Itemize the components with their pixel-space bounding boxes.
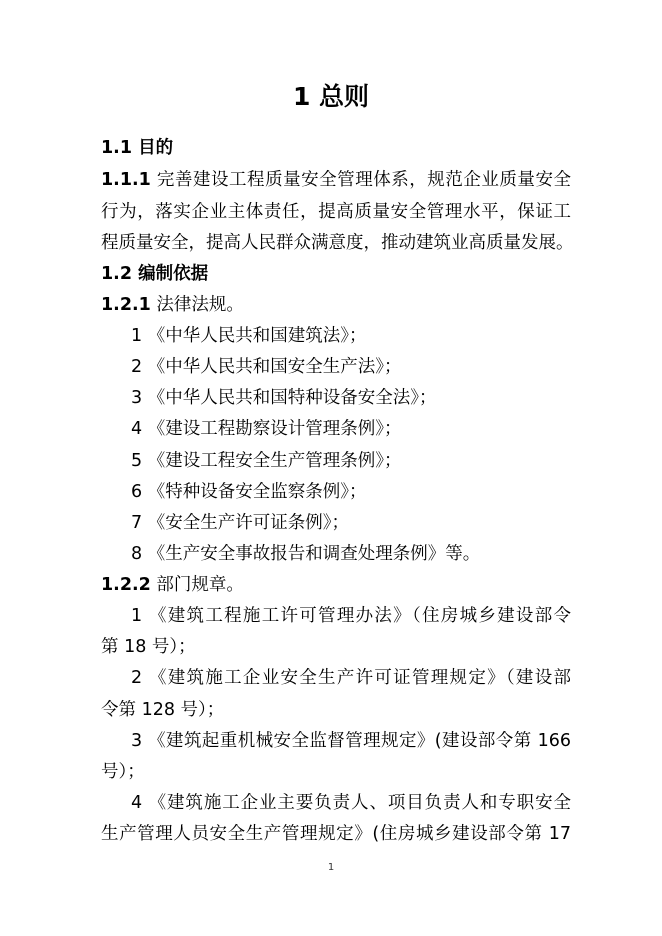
law-item: 7 《安全生产许可证条例》；	[131, 513, 349, 533]
clause-number: 1.2.1	[101, 295, 151, 315]
rule-item-2-line-1: 2 《建筑施工企业安全生产许可证管理规定》（建设部	[131, 668, 571, 688]
paragraph-1-1-1-line-3: 程质量安全，提高人民群众满意度，推动建筑业高质量发展。	[101, 233, 574, 253]
rule-item-3-line-2: 号）；	[101, 762, 145, 782]
rule-item-4-line-2: 生产管理人员安全生产管理规定》(住房城乡建设部令第 17	[101, 824, 571, 844]
clause-text: 完善建设工程质量安全管理体系，规范企业质量安全	[156, 170, 571, 190]
rule-item-1-line-2: 第 18 号）；	[101, 637, 196, 657]
law-item: 1 《中华人民共和国建筑法》；	[131, 326, 367, 346]
paragraph-1-1-1-line-1	[101, 167, 571, 193]
rule-item-3-line-1: 3 《建筑起重机械安全监督管理规定》(建设部令第 166	[131, 731, 571, 751]
clause-number: 1.1.1	[101, 170, 151, 190]
section-heading-1-1: 1.1 目的	[101, 138, 174, 158]
law-item: 4 《建设工程勘察设计管理条例》；	[131, 419, 402, 439]
section-heading-1-2: 1.2 编制依据	[101, 264, 209, 284]
law-item: 5 《建设工程安全生产管理条例》；	[131, 451, 402, 471]
rule-item-1-line-1: 1 《建筑工程施工许可管理办法》（住房城乡建设部令	[131, 606, 571, 626]
clause-number: 1.2.2	[101, 575, 151, 595]
clause-text: 部门规章。	[156, 575, 244, 595]
page-number: 1	[327, 862, 335, 873]
clause-text: 法律法规。	[156, 295, 244, 315]
paragraph-1-2-2	[101, 572, 571, 598]
rule-item-4-line-1: 4 《建筑施工企业主要负责人、项目负责人和专职安全	[131, 793, 571, 813]
law-item: 6 《特种设备安全监察条例》；	[131, 482, 367, 502]
law-item: 8 《生产安全事故报告和调查处理条例》等。	[131, 544, 481, 564]
law-item: 3 《中华人民共和国特种设备安全法》；	[131, 388, 437, 408]
paragraph-1-1-1-line-2: 行为，落实企业主体责任，提高质量安全管理水平，保证工	[101, 202, 571, 222]
rule-item-2-line-2: 令第 128 号）；	[101, 700, 225, 720]
law-item: 2 《中华人民共和国安全生产法》；	[131, 357, 402, 377]
paragraph-1-2-1	[101, 292, 571, 318]
chapter-title: 1 总则	[292, 82, 370, 111]
